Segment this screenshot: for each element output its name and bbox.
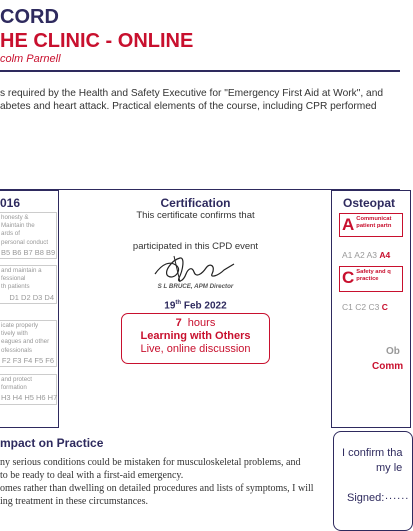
event-date-suffix: th	[175, 300, 182, 306]
standard-group-b	[0, 212, 57, 259]
impact-heading: mpact on Practice	[0, 436, 104, 450]
theme-c-letter: C	[342, 268, 355, 287]
impact-line-1: ny serious conditions could be mistaken for musculoskeletal problems, and	[0, 457, 301, 468]
theme-a-codes	[342, 250, 390, 260]
standard-group-codes: F2 F3 F4 F5 F6	[1, 355, 54, 365]
theme-c-codes-highlight: C	[381, 302, 388, 312]
theme-c-box	[339, 266, 403, 292]
delivery-mode: Live, online discussion	[140, 343, 251, 355]
hours-line	[122, 317, 269, 329]
event-date-day: 19	[164, 300, 176, 312]
standard-group-d	[0, 265, 57, 304]
certificate-title-line1: CORD	[0, 6, 59, 28]
director-signature	[150, 252, 240, 286]
standards-heading: 016	[0, 196, 21, 210]
hours-value: 7	[175, 317, 182, 329]
standard-group-codes: H3 H4 H5 H6 H7	[1, 393, 58, 403]
standard-group-text: icate properly tively with eagues and other ofessionals	[1, 322, 50, 354]
certificate-title-line2: HE CLINIC - ONLINE	[0, 30, 194, 52]
intro-line-1: s required by the Health and Safety Executive for "Emergency First Aid at Work", and	[0, 88, 384, 99]
objective-label: Ob	[386, 346, 400, 357]
standard-group-text: honesty & Maintain the ards of personal conduct	[1, 214, 49, 246]
impact-line-2: to be ready to deal with a first-aid emergency.	[0, 470, 184, 481]
theme-c-codes	[342, 302, 388, 312]
theme-a-text: Communicat patient partn	[356, 216, 392, 229]
impact-line-4: ing treatment in these circumstances.	[0, 496, 149, 507]
theme-a-box	[339, 213, 403, 237]
signed-label: Signed:	[347, 492, 385, 504]
osteopathic-heading: Osteopat	[343, 196, 396, 210]
signature-field[interactable]: ......	[385, 490, 410, 502]
cpd-hours-box	[121, 313, 270, 364]
hours-label: hours	[187, 317, 216, 329]
event-date-rest: Feb 2022	[181, 300, 227, 312]
certification-heading: Certification	[160, 196, 231, 210]
presenter-name: colm Parnell	[0, 53, 61, 65]
standard-group-text: and maintain a fessional th patients	[1, 267, 42, 291]
theme-c-text: Safety and q practice	[356, 269, 391, 282]
standard-group-text: and protect formation	[1, 376, 32, 392]
theme-a-letter: A	[342, 215, 355, 234]
theme-a-codes-highlight: A4	[379, 250, 391, 260]
confirmation-box	[333, 431, 413, 531]
standard-group-codes: B5 B6 B7 B8 B9	[1, 247, 56, 257]
participation-statement: participated in this CPD event	[132, 241, 259, 252]
event-date	[60, 300, 331, 311]
theme-a-codes-plain: A1 A2 A3	[342, 250, 380, 260]
confirmation-line-2: my le	[376, 462, 403, 474]
header-divider	[0, 70, 400, 72]
impact-line-3: omes rather than dwelling on detailed procedures and lists of symptoms, I will	[0, 483, 314, 494]
intro-line-2: abetes and heart attack. Practical elements of the course, including CPR performed	[0, 101, 377, 112]
standard-group-codes: D1 D2 D3 D4	[9, 292, 54, 302]
standard-group-h	[0, 374, 57, 405]
objective-value: Comm	[372, 361, 404, 372]
theme-c-codes-plain: C1 C2 C3	[342, 302, 382, 312]
standard-group-f	[0, 320, 57, 367]
certification-statement: This certificate confirms that	[136, 210, 255, 221]
confirmation-line-1: I confirm tha	[342, 447, 403, 459]
learning-type: Learning with Others	[140, 330, 251, 342]
director-name: S L BRUCE, APM Director	[157, 283, 234, 290]
